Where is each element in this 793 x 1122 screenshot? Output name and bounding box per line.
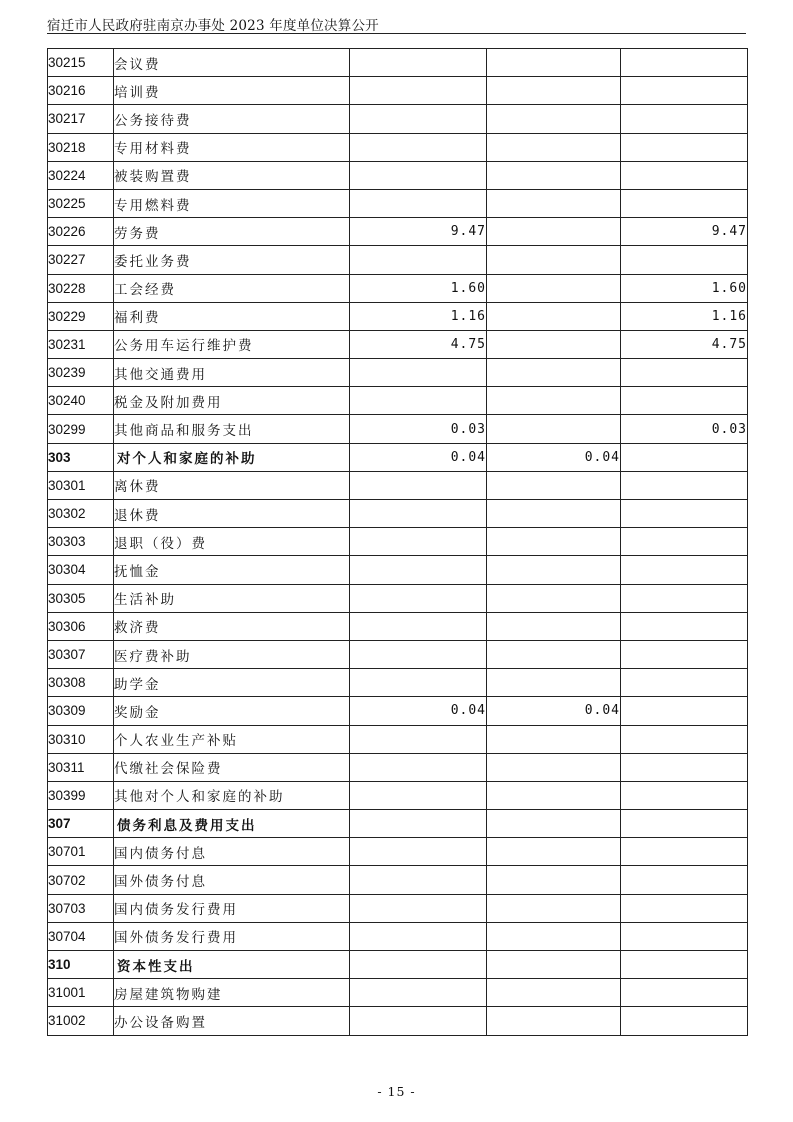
cell-amount-total xyxy=(350,133,487,161)
cell-amount-basic xyxy=(487,161,621,189)
cell-item-name: 资本性支出 xyxy=(114,951,350,979)
cell-code: 30399 xyxy=(48,781,114,809)
cell-code: 30302 xyxy=(48,500,114,528)
table-row xyxy=(48,218,748,246)
cell-item-name: 公务用车运行维护费 xyxy=(114,330,350,358)
cell-item-name: 退休费 xyxy=(114,500,350,528)
cell-amount-total xyxy=(350,866,487,894)
cell-amount-basic xyxy=(487,725,621,753)
cell-amount-basic xyxy=(487,77,621,105)
cell-code: 30218 xyxy=(48,133,114,161)
cell-amount-project xyxy=(621,838,748,866)
cell-amount-project xyxy=(621,669,748,697)
table-row xyxy=(48,274,748,302)
cell-item-name: 国外债务发行费用 xyxy=(114,922,350,950)
table-row xyxy=(48,1007,748,1035)
table-row xyxy=(48,49,748,77)
cell-amount-basic xyxy=(487,528,621,556)
cell-item-name: 抚恤金 xyxy=(114,556,350,584)
table-row xyxy=(48,415,748,443)
cell-amount-total xyxy=(350,161,487,189)
table-row xyxy=(48,302,748,330)
cell-amount-basic xyxy=(487,866,621,894)
table-row xyxy=(48,189,748,217)
table-row xyxy=(48,866,748,894)
cell-amount-basic xyxy=(487,753,621,781)
cell-amount-basic xyxy=(487,500,621,528)
cell-code: 30311 xyxy=(48,753,114,781)
cell-code: 30224 xyxy=(48,161,114,189)
cell-amount-total xyxy=(350,387,487,415)
cell-code: 30308 xyxy=(48,669,114,697)
cell-amount-basic xyxy=(487,302,621,330)
cell-code: 303 xyxy=(48,443,114,471)
cell-code: 310 xyxy=(48,951,114,979)
table-row xyxy=(48,669,748,697)
table-row xyxy=(48,725,748,753)
cell-item-name: 会议费 xyxy=(114,49,350,77)
cell-amount-total xyxy=(350,528,487,556)
cell-amount-total xyxy=(350,640,487,668)
cell-code: 31002 xyxy=(48,1007,114,1035)
table-row xyxy=(48,161,748,189)
cell-amount-total xyxy=(350,781,487,809)
cell-amount-basic xyxy=(487,640,621,668)
cell-code: 30704 xyxy=(48,922,114,950)
cell-item-name: 工会经费 xyxy=(114,274,350,302)
cell-amount-project xyxy=(621,979,748,1007)
cell-amount-basic xyxy=(487,471,621,499)
cell-code: 30701 xyxy=(48,838,114,866)
cell-amount-project xyxy=(621,1007,748,1035)
cell-item-name: 离休费 xyxy=(114,471,350,499)
cell-code: 30240 xyxy=(48,387,114,415)
cell-item-name: 国内债务付息 xyxy=(114,838,350,866)
table-row xyxy=(48,105,748,133)
cell-amount-project xyxy=(621,753,748,781)
cell-item-name: 其他对个人和家庭的补助 xyxy=(114,781,350,809)
cell-code: 30215 xyxy=(48,49,114,77)
cell-code: 30305 xyxy=(48,584,114,612)
cell-amount-basic xyxy=(487,810,621,838)
cell-amount-project xyxy=(621,894,748,922)
cell-amount-basic xyxy=(487,781,621,809)
cell-amount-basic xyxy=(487,951,621,979)
cell-amount-total xyxy=(350,1007,487,1035)
cell-amount-total xyxy=(350,105,487,133)
expenditure-table-body xyxy=(48,49,748,1036)
cell-item-name: 医疗费补助 xyxy=(114,640,350,668)
cell-amount-basic xyxy=(487,922,621,950)
cell-amount-basic xyxy=(487,49,621,77)
cell-code: 30703 xyxy=(48,894,114,922)
cell-item-name: 代缴社会保险费 xyxy=(114,753,350,781)
cell-code: 31001 xyxy=(48,979,114,1007)
cell-item-name: 公务接待费 xyxy=(114,105,350,133)
cell-amount-total xyxy=(350,810,487,838)
table-row xyxy=(48,246,748,274)
cell-item-name: 助学金 xyxy=(114,669,350,697)
table-row xyxy=(48,753,748,781)
cell-amount-basic xyxy=(487,669,621,697)
cell-amount-total xyxy=(350,753,487,781)
cell-amount-project xyxy=(621,77,748,105)
cell-amount-basic: 0.04 xyxy=(487,697,621,725)
cell-amount-total: 1.16 xyxy=(350,302,487,330)
cell-amount-total xyxy=(350,246,487,274)
cell-item-name: 培训费 xyxy=(114,77,350,105)
expenditure-table xyxy=(47,48,748,1036)
cell-code: 30225 xyxy=(48,189,114,217)
cell-amount-basic xyxy=(487,415,621,443)
cell-item-name: 对个人和家庭的补助 xyxy=(114,443,350,471)
cell-amount-basic xyxy=(487,330,621,358)
cell-amount-project: 1.60 xyxy=(621,274,748,302)
cell-amount-basic xyxy=(487,218,621,246)
cell-amount-total xyxy=(350,922,487,950)
cell-code: 30299 xyxy=(48,415,114,443)
cell-code: 30216 xyxy=(48,77,114,105)
cell-amount-basic xyxy=(487,387,621,415)
table-group-row xyxy=(48,810,748,838)
table-row xyxy=(48,77,748,105)
cell-amount-basic xyxy=(487,105,621,133)
cell-amount-project xyxy=(621,725,748,753)
cell-amount-project xyxy=(621,105,748,133)
cell-item-name: 税金及附加费用 xyxy=(114,387,350,415)
cell-amount-total xyxy=(350,359,487,387)
cell-code: 30301 xyxy=(48,471,114,499)
cell-amount-basic xyxy=(487,133,621,161)
cell-amount-project: 0.03 xyxy=(621,415,748,443)
cell-item-name: 国内债务发行费用 xyxy=(114,894,350,922)
cell-amount-project xyxy=(621,471,748,499)
cell-amount-total xyxy=(350,77,487,105)
cell-amount-basic xyxy=(487,556,621,584)
cell-code: 30228 xyxy=(48,274,114,302)
cell-amount-project xyxy=(621,612,748,640)
cell-amount-total xyxy=(350,951,487,979)
cell-amount-total xyxy=(350,894,487,922)
cell-amount-project: 4.75 xyxy=(621,330,748,358)
cell-amount-project xyxy=(621,133,748,161)
cell-amount-total: 0.03 xyxy=(350,415,487,443)
cell-code: 30239 xyxy=(48,359,114,387)
table-row xyxy=(48,781,748,809)
page-number: - 15 - xyxy=(377,1084,416,1099)
table-row xyxy=(48,894,748,922)
cell-amount-project xyxy=(621,528,748,556)
cell-item-name: 劳务费 xyxy=(114,218,350,246)
header-divider xyxy=(47,33,746,34)
cell-amount-project xyxy=(621,810,748,838)
cell-amount-total xyxy=(350,556,487,584)
cell-item-name: 被装购置费 xyxy=(114,161,350,189)
cell-code: 30229 xyxy=(48,302,114,330)
cell-amount-total xyxy=(350,189,487,217)
cell-item-name: 奖励金 xyxy=(114,697,350,725)
cell-amount-total xyxy=(350,725,487,753)
cell-code: 30303 xyxy=(48,528,114,556)
cell-amount-total xyxy=(350,612,487,640)
cell-item-name: 救济费 xyxy=(114,612,350,640)
cell-amount-project: 9.47 xyxy=(621,218,748,246)
cell-item-name: 专用燃料费 xyxy=(114,189,350,217)
cell-amount-project: 1.16 xyxy=(621,302,748,330)
cell-amount-basic xyxy=(487,359,621,387)
cell-amount-project xyxy=(621,922,748,950)
cell-amount-total xyxy=(350,669,487,697)
cell-amount-basic: 0.04 xyxy=(487,443,621,471)
cell-amount-project xyxy=(621,443,748,471)
cell-amount-total: 0.04 xyxy=(350,697,487,725)
cell-amount-project xyxy=(621,951,748,979)
cell-amount-total xyxy=(350,838,487,866)
cell-code: 30310 xyxy=(48,725,114,753)
cell-amount-project xyxy=(621,584,748,612)
table-row xyxy=(48,556,748,584)
table-row xyxy=(48,838,748,866)
cell-amount-basic xyxy=(487,274,621,302)
cell-code: 30304 xyxy=(48,556,114,584)
cell-amount-total xyxy=(350,49,487,77)
cell-amount-total xyxy=(350,979,487,1007)
cell-item-name: 国外债务付息 xyxy=(114,866,350,894)
cell-item-name: 生活补助 xyxy=(114,584,350,612)
cell-code: 307 xyxy=(48,810,114,838)
table-row xyxy=(48,922,748,950)
cell-amount-project xyxy=(621,500,748,528)
cell-item-name: 福利费 xyxy=(114,302,350,330)
cell-code: 30226 xyxy=(48,218,114,246)
cell-amount-project xyxy=(621,697,748,725)
cell-amount-total: 1.60 xyxy=(350,274,487,302)
cell-amount-basic xyxy=(487,612,621,640)
table-row xyxy=(48,697,748,725)
cell-amount-total xyxy=(350,500,487,528)
cell-amount-basic xyxy=(487,1007,621,1035)
cell-amount-total: 4.75 xyxy=(350,330,487,358)
cell-code: 30217 xyxy=(48,105,114,133)
cell-amount-project xyxy=(621,640,748,668)
cell-amount-basic xyxy=(487,246,621,274)
cell-code: 30227 xyxy=(48,246,114,274)
cell-amount-project xyxy=(621,49,748,77)
table-row xyxy=(48,387,748,415)
cell-amount-project xyxy=(621,556,748,584)
cell-item-name: 其他交通费用 xyxy=(114,359,350,387)
table-group-row xyxy=(48,951,748,979)
cell-amount-project xyxy=(621,866,748,894)
cell-amount-basic xyxy=(487,979,621,1007)
cell-code: 30231 xyxy=(48,330,114,358)
table-row xyxy=(48,500,748,528)
table-row xyxy=(48,979,748,1007)
cell-amount-basic xyxy=(487,584,621,612)
cell-amount-basic xyxy=(487,838,621,866)
cell-amount-project xyxy=(621,781,748,809)
table-row xyxy=(48,359,748,387)
cell-amount-basic xyxy=(487,189,621,217)
cell-code: 30309 xyxy=(48,697,114,725)
cell-item-name: 个人农业生产补贴 xyxy=(114,725,350,753)
table-row xyxy=(48,528,748,556)
table-group-row xyxy=(48,443,748,471)
cell-code: 30307 xyxy=(48,640,114,668)
cell-amount-total: 9.47 xyxy=(350,218,487,246)
cell-code: 30306 xyxy=(48,612,114,640)
cell-item-name: 委托业务费 xyxy=(114,246,350,274)
cell-amount-total xyxy=(350,584,487,612)
table-row xyxy=(48,584,748,612)
table-row xyxy=(48,640,748,668)
cell-amount-basic xyxy=(487,894,621,922)
table-row xyxy=(48,330,748,358)
cell-amount-total xyxy=(350,471,487,499)
cell-amount-project xyxy=(621,387,748,415)
cell-item-name: 专用材料费 xyxy=(114,133,350,161)
page-header-title: 宿迁市人民政府驻南京办事处 2023 年度单位决算公开 xyxy=(47,18,379,34)
cell-item-name: 其他商品和服务支出 xyxy=(114,415,350,443)
cell-amount-project xyxy=(621,359,748,387)
table-row xyxy=(48,133,748,161)
cell-item-name: 退职（役）费 xyxy=(114,528,350,556)
cell-amount-project xyxy=(621,161,748,189)
cell-item-name: 房屋建筑物购建 xyxy=(114,979,350,1007)
cell-amount-total: 0.04 xyxy=(350,443,487,471)
cell-amount-project xyxy=(621,246,748,274)
table-row xyxy=(48,471,748,499)
cell-code: 30702 xyxy=(48,866,114,894)
cell-item-name: 债务利息及费用支出 xyxy=(114,810,350,838)
cell-amount-project xyxy=(621,189,748,217)
table-row xyxy=(48,612,748,640)
cell-item-name: 办公设备购置 xyxy=(114,1007,350,1035)
